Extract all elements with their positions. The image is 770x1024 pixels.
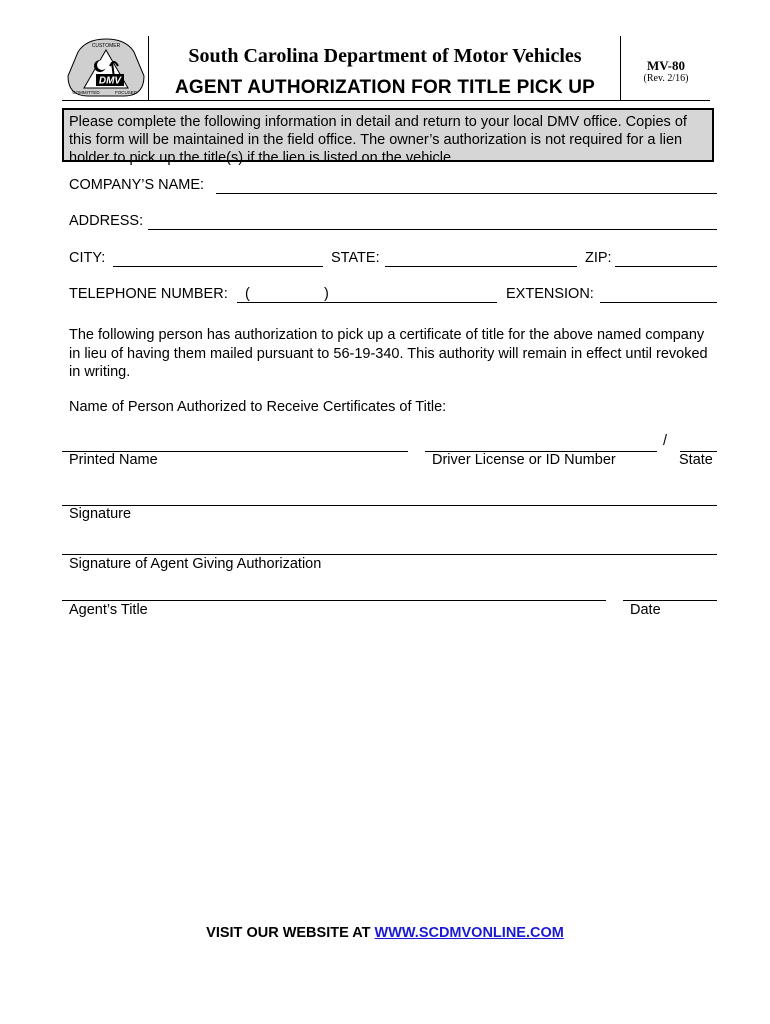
company-name-field[interactable] (216, 193, 717, 194)
license-id-label: Driver License or ID Number (432, 452, 616, 468)
date-field[interactable] (623, 600, 717, 601)
telephone-label: TELEPHONE NUMBER: (69, 286, 228, 302)
date-label: Date (630, 602, 661, 618)
dmv-logo-icon (66, 36, 146, 100)
address-field[interactable] (148, 229, 717, 230)
agent-title-field[interactable] (62, 600, 606, 601)
agent-signature-field[interactable] (62, 554, 717, 555)
header-divider-left (148, 36, 149, 100)
zip-label: ZIP: (585, 250, 612, 266)
agent-title-label: Agent’s Title (69, 602, 148, 618)
telephone-field[interactable] (237, 302, 497, 303)
company-name-label: COMPANY’S NAME: (69, 177, 205, 193)
header-divider-right (620, 36, 621, 100)
logo-ring-label-top: CUSTOMER (91, 43, 121, 49)
logo-ring-label-left: COMMITTED (72, 90, 100, 95)
org-name: South Carolina Department of Motor Vehicles (188, 45, 582, 67)
logo-ring-label-right: FOCUSED (114, 90, 138, 95)
city-field[interactable] (113, 266, 323, 267)
website-link[interactable]: WWW.SCDMVONLINE.COM (374, 925, 564, 941)
dmv-logo (66, 36, 146, 100)
extension-field[interactable] (600, 302, 717, 303)
phone-close-paren: ) (324, 286, 329, 302)
logo-text: DMV (98, 75, 122, 87)
form-number: MV-80 (646, 58, 686, 73)
printed-name-label: Printed Name (69, 452, 158, 468)
agent-signature-label: Signature of Agent Giving Authorization (69, 556, 322, 572)
extension-label: EXTENSION: (506, 286, 594, 302)
license-state-slash: / (663, 433, 668, 449)
zip-field[interactable] (615, 266, 717, 267)
signature-label: Signature (69, 506, 132, 522)
city-label: CITY: (69, 250, 106, 266)
state-field[interactable] (385, 266, 577, 267)
form-title: AGENT AUTHORIZATION FOR TITLE PICK UP (174, 77, 596, 98)
footer (0, 925, 770, 941)
form-revision: (Rev. 2/16) (643, 73, 689, 84)
authorization-paragraph: The following person has authorization to pick up a certificate of title for the above named company in lieu of having them mailed pursuant to 56-19-340. This authority will remain in effect until revoked in writing. (69, 327, 708, 380)
signature-field[interactable] (62, 505, 717, 506)
license-state-label: State (679, 452, 713, 468)
address-label: ADDRESS: (69, 213, 144, 229)
footer-visit-text: VISIT OUR WEBSITE AT (206, 925, 371, 941)
state-label: STATE: (331, 250, 380, 266)
phone-open-paren: ( (245, 286, 250, 302)
instructions-notice: Please complete the following information in detail and return to your local DMV office. Copies of this form will be maintained in the field office. The owner’s authorization is not required for a lien holder to pick up the title(s) if the lien is listed on the vehicle. (62, 108, 714, 162)
header-underline (62, 100, 710, 101)
authorized-person-heading: Name of Person Authorized to Receive Certificates of Title: (69, 399, 447, 415)
